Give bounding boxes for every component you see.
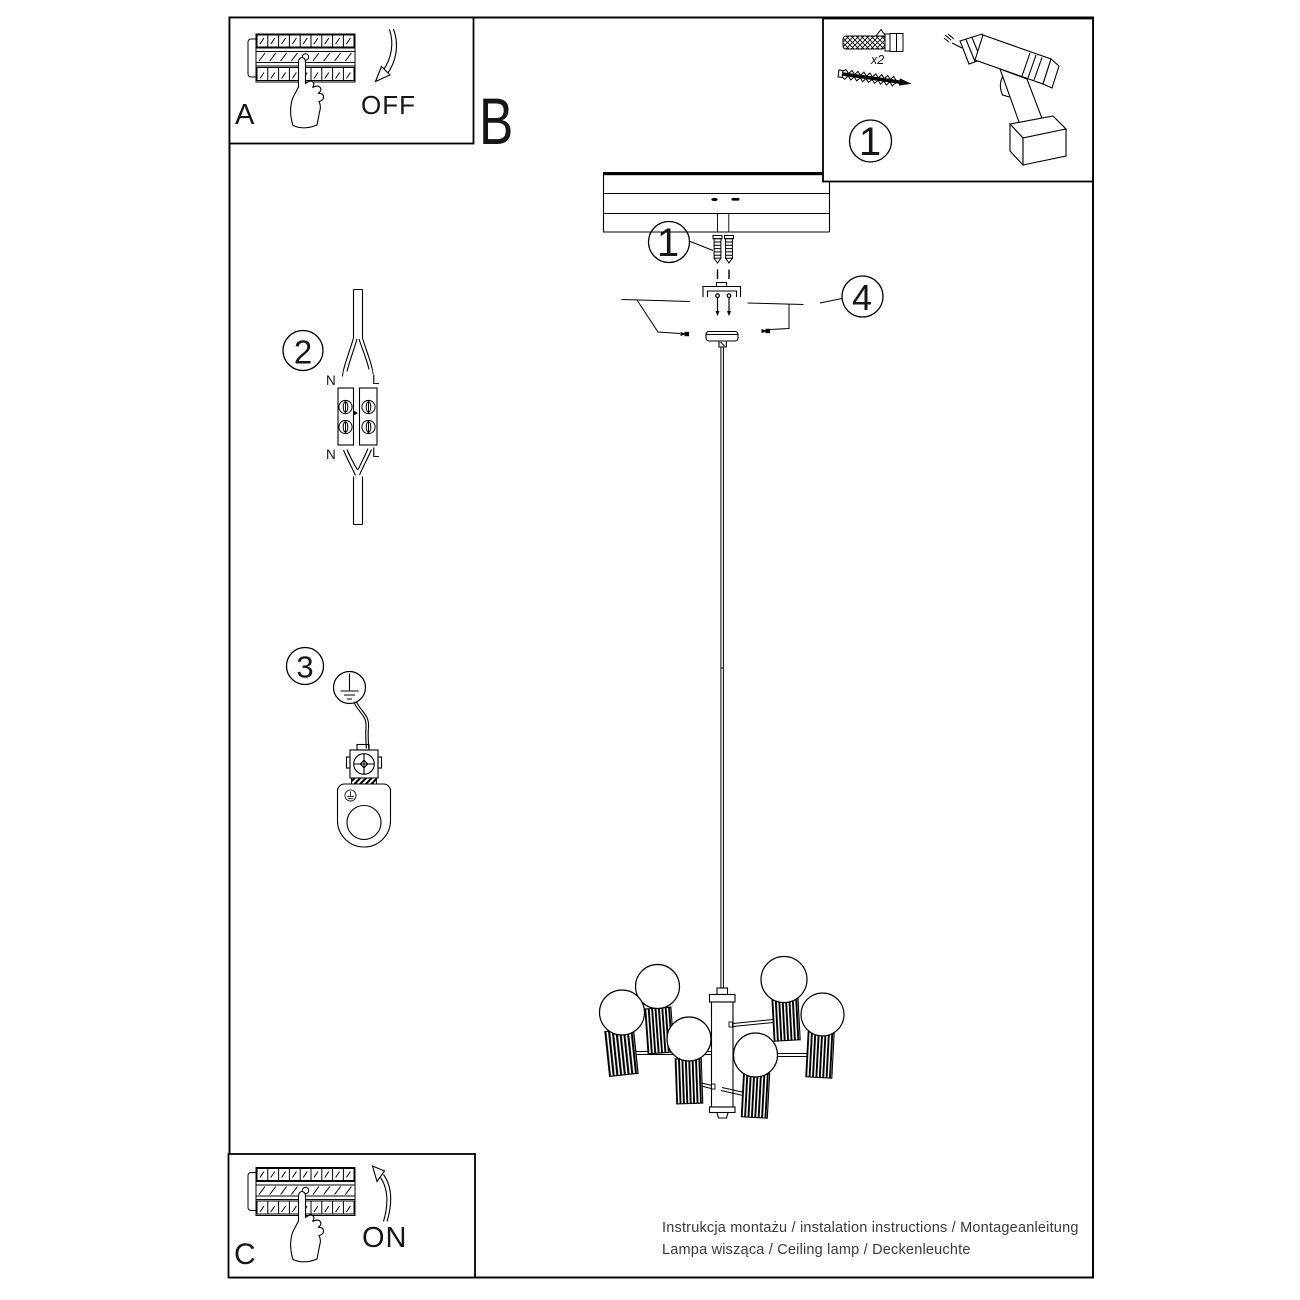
wiring-step bbox=[283, 290, 377, 525]
ceiling-panel bbox=[603, 172, 830, 232]
ground-wire bbox=[354, 702, 369, 749]
page-frame bbox=[230, 18, 1094, 1278]
chandelier bbox=[600, 957, 845, 1119]
lamp-bulb bbox=[734, 1033, 778, 1077]
switch-off-label: OFF bbox=[361, 90, 416, 120]
wire-live-top bbox=[359, 338, 372, 370]
callout-1-number: 1 bbox=[656, 221, 680, 265]
section-b-label: B bbox=[479, 84, 514, 158]
ground-symbol-icon bbox=[334, 672, 366, 704]
step-a-box bbox=[230, 18, 474, 144]
step-c-label: C bbox=[234, 1238, 256, 1271]
tools-callout-number: 1 bbox=[858, 120, 882, 164]
step-3-number: 3 bbox=[296, 649, 314, 685]
wire-label-l-bottom: L bbox=[372, 444, 380, 460]
wire-live-bottom bbox=[358, 449, 371, 476]
mounting-bracket-assembly bbox=[703, 270, 741, 316]
lamp-socket bbox=[806, 1032, 834, 1078]
lamp-bulb bbox=[667, 1017, 711, 1061]
lamp-bulb bbox=[600, 990, 645, 1035]
lamp-bulb bbox=[761, 957, 807, 1003]
ground-symbol-small-icon bbox=[345, 790, 356, 801]
wire-neutral-bottom bbox=[344, 450, 358, 476]
footer-line-1: Instrukcja montażu / instalation instructions / Montageanleitung bbox=[662, 1220, 1079, 1236]
lamp-socket bbox=[675, 1058, 703, 1104]
lamp-socket bbox=[605, 1029, 638, 1077]
step-c-box bbox=[229, 1154, 476, 1278]
switch-on-label: ON bbox=[362, 1222, 408, 1254]
lamp-bulb bbox=[801, 993, 844, 1036]
canopy bbox=[706, 332, 738, 348]
callout-4-leaders bbox=[622, 276, 884, 336]
step-2-number: 2 bbox=[293, 333, 313, 371]
anchor-count-label: x2 bbox=[871, 53, 885, 67]
terminal-block-left bbox=[338, 388, 354, 445]
drill-hole-mark bbox=[711, 198, 717, 201]
lamp-body bbox=[710, 988, 736, 1118]
lamp-socket bbox=[741, 1072, 769, 1118]
terminal-block-right bbox=[360, 388, 378, 445]
wire-label-n-top: N bbox=[326, 373, 336, 388]
callout-4-number: 4 bbox=[851, 277, 873, 318]
mounting-bracket bbox=[703, 283, 741, 298]
rod-connector bbox=[717, 988, 728, 995]
wire-neutral-top bbox=[344, 338, 358, 372]
footer-line-2: Lampa wisząca / Ceiling lamp / Deckenleuchte bbox=[662, 1242, 971, 1258]
pendant-rod bbox=[721, 347, 724, 989]
wall-anchors bbox=[713, 236, 734, 264]
lamp-cable-bottom bbox=[354, 477, 363, 525]
mains-cable-top bbox=[354, 290, 363, 339]
wire-label-n-bottom: N bbox=[326, 446, 336, 462]
step-a-label: A bbox=[235, 99, 255, 131]
wire-label-l-top: L bbox=[372, 371, 380, 387]
drill-hole-mark bbox=[732, 198, 740, 201]
